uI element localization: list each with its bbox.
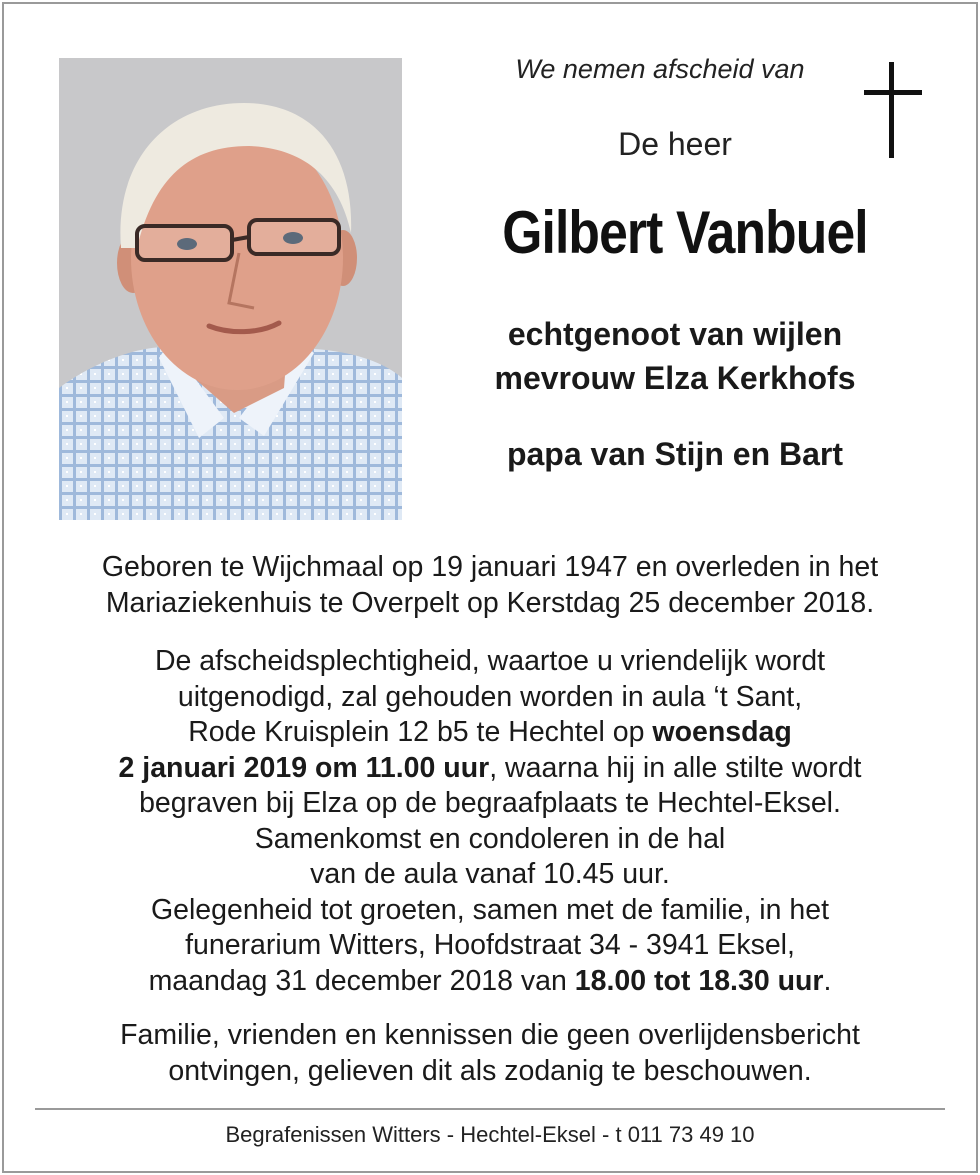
- ceremony-text: Rode Kruisplein 12 b5 te Hechtel op: [188, 716, 653, 748]
- notice-paragraph: [40, 1018, 940, 1089]
- deceased-name: Gilbert Vanbuel: [502, 199, 868, 266]
- ceremony-text: .: [823, 964, 832, 997]
- children-text: papa van Stijn en Bart: [506, 436, 844, 472]
- ceremony-line: van de aula vanaf 10.45 uur.: [310, 858, 670, 890]
- salutation: De heer: [618, 126, 732, 162]
- birth-line-2: Mariaziekenhuis te Overpelt op Kerstdag 25 december 2018.: [105, 586, 875, 619]
- ceremony-line: funerarium Witters, Hoofdstraat 34 - 3941 Eksel,: [185, 929, 795, 961]
- spouse-line-2: mevrouw Elza Kerkhofs: [494, 360, 856, 396]
- birth-line-1: Geboren te Wijchmaal op 19 januari 1947 en overleden in het: [101, 551, 879, 583]
- footer-text: Begrafenissen Witters - Hechtel-Eksel - t 011 73 49 10: [225, 1122, 755, 1147]
- spouse-line-1: echtgenoot van wijlen: [507, 316, 843, 352]
- ceremony-line: Gelegenheid tot groeten, samen met de familie, in het: [150, 893, 830, 926]
- ceremony-line: De afscheidsplechtigheid, waartoe u vriendelijk wordt: [154, 645, 826, 677]
- ceremony-day: woensdag: [652, 716, 792, 748]
- ceremony-line: [40, 715, 940, 751]
- ceremony-paragraph: [40, 644, 940, 999]
- ceremony-line: begraven bij Elza op de begraafplaats te Hechtel-Eksel.: [139, 787, 841, 819]
- ceremony-text: , waarna hij in alle stilte wordt: [489, 751, 862, 784]
- intro-line: We nemen afscheid van: [515, 54, 805, 84]
- ceremony-line: [40, 964, 940, 1000]
- ceremony-line: [40, 751, 940, 787]
- birth-paragraph: [40, 550, 940, 621]
- footer-divider: [35, 1108, 945, 1110]
- portrait-photo: [59, 58, 402, 520]
- ceremony-line: Samenkomst en condoleren in de hal: [254, 822, 726, 855]
- visitation-time: 18.00 tot 18.30 uur: [574, 964, 824, 997]
- notice-line-2: ontvingen, gelieven dit als zodanig te beschouwen.: [168, 1054, 812, 1087]
- notice-line-1: Familie, vrienden en kennissen die geen overlijdensbericht: [120, 1019, 860, 1051]
- ceremony-line: uitgenodigd, zal gehouden worden in aula ‘t Sant,: [177, 680, 803, 713]
- spouse-text: [440, 312, 910, 400]
- ceremony-text: maandag 31 december 2018 van: [148, 964, 575, 997]
- ceremony-date-time: 2 januari 2019 om 11.00 uur: [118, 751, 490, 784]
